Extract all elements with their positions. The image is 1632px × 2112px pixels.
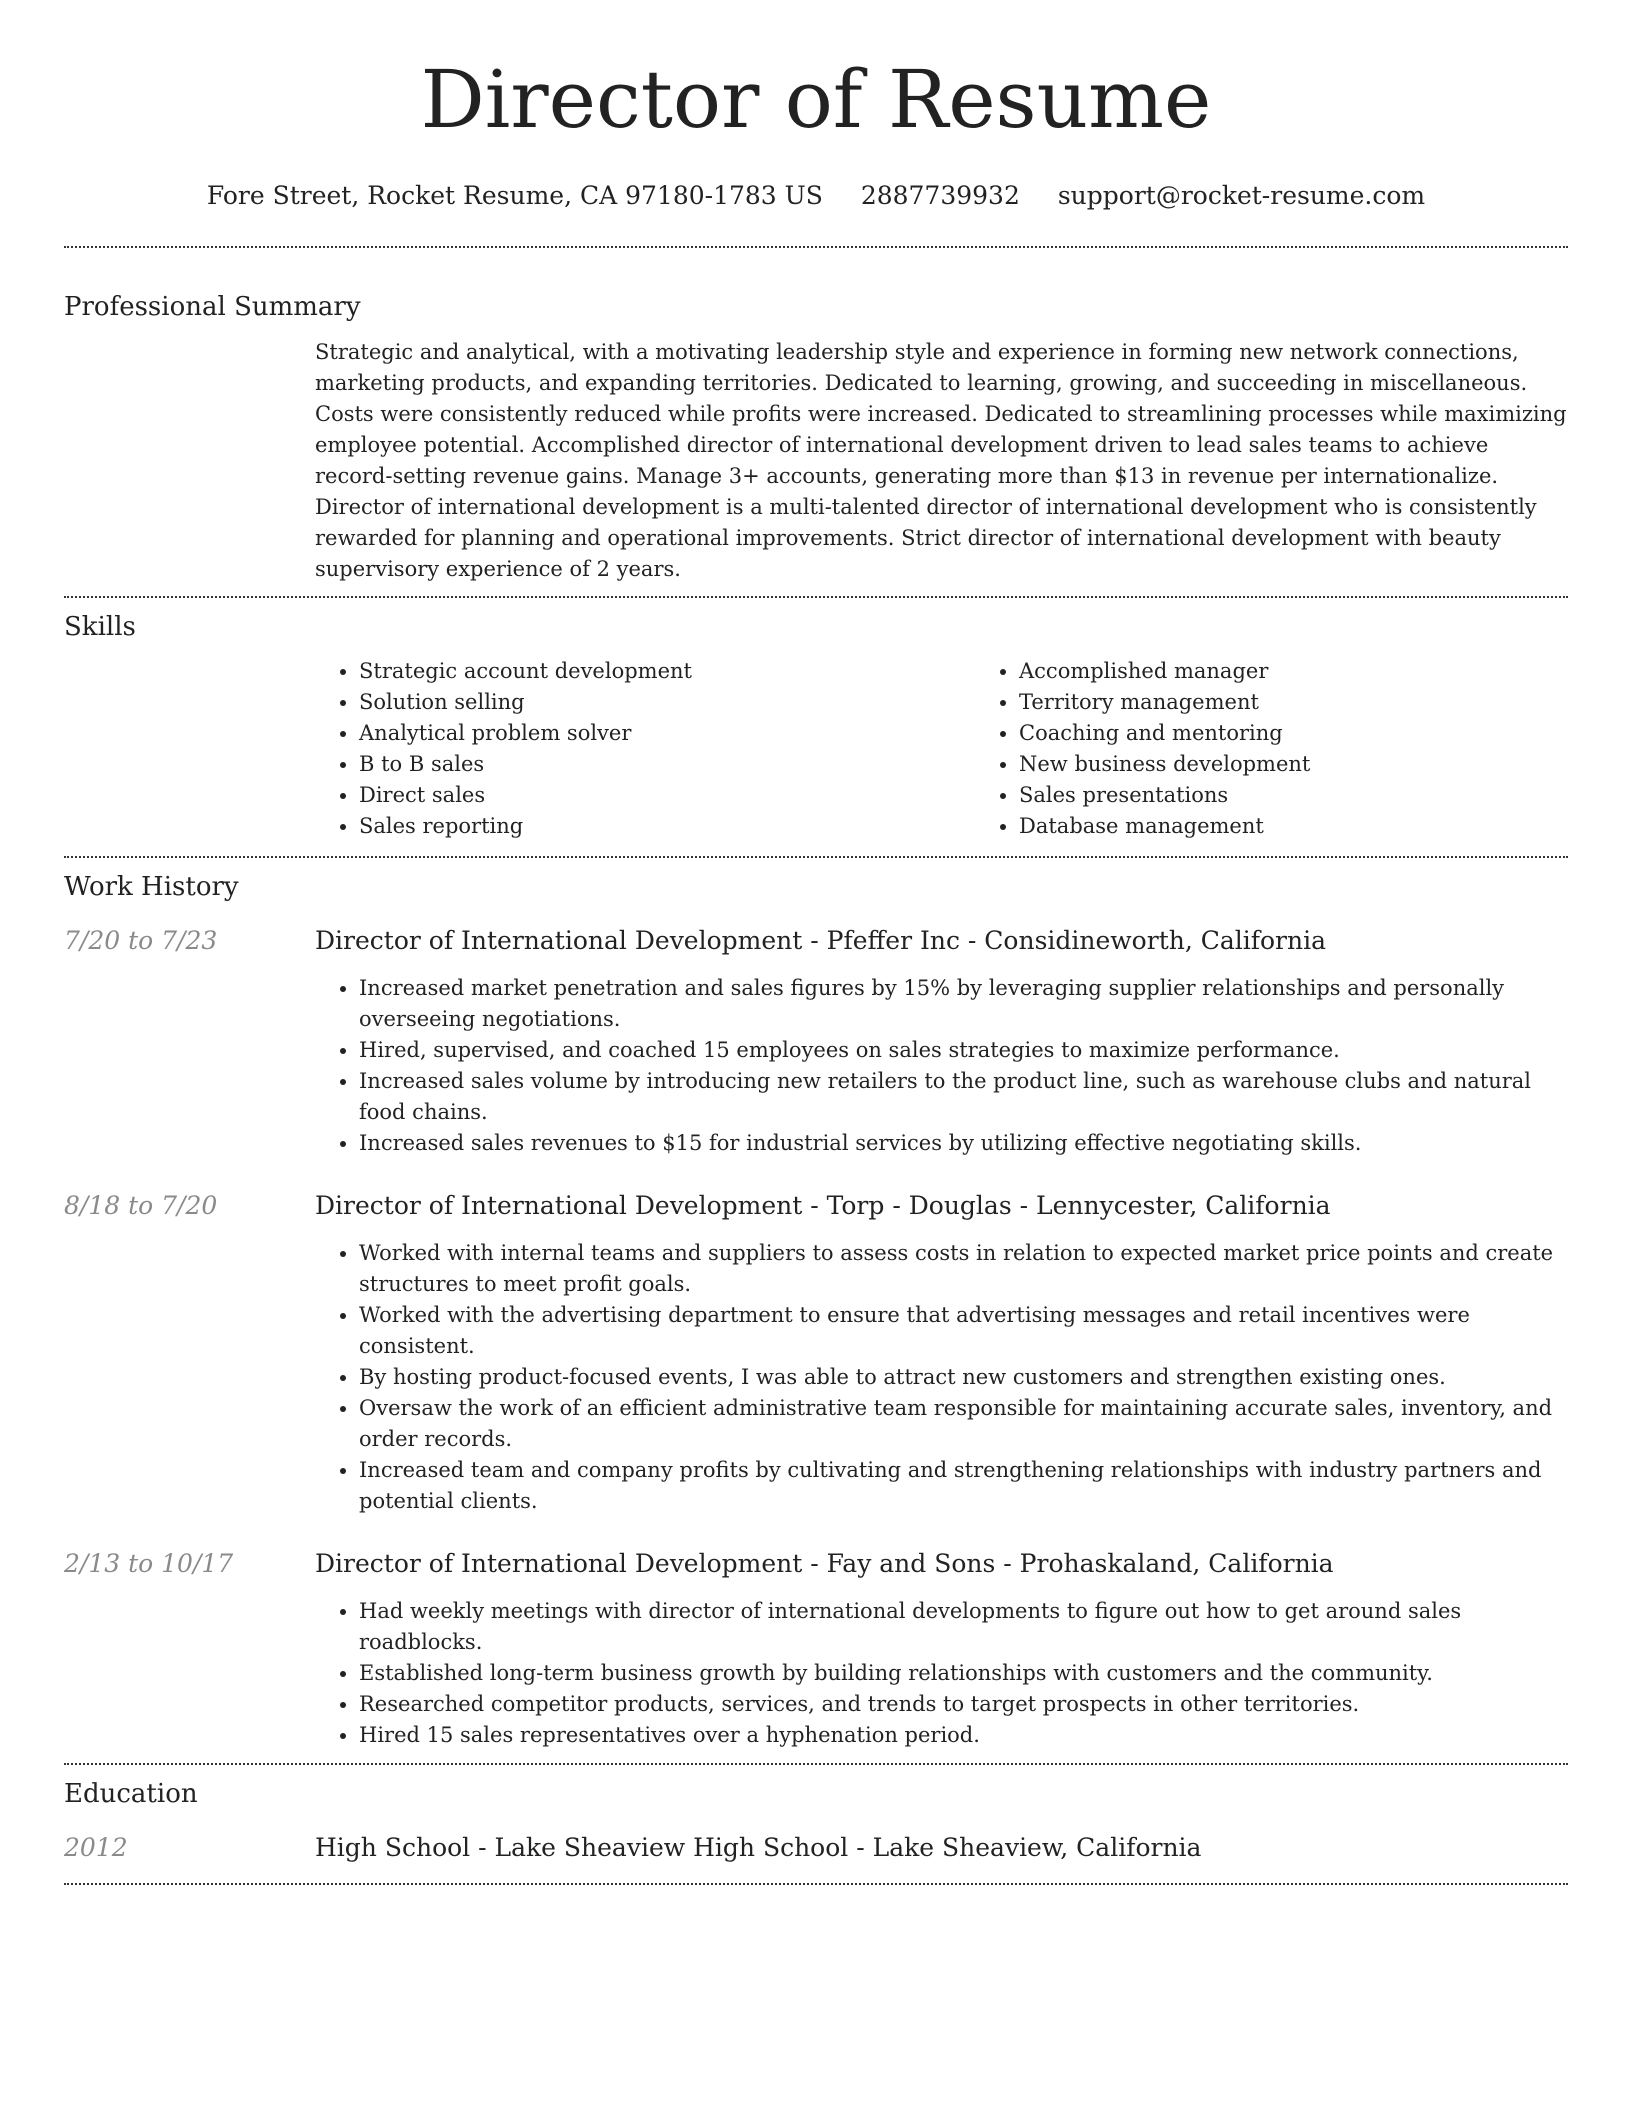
- skills-list-right: [975, 656, 1632, 842]
- divider: [64, 246, 1568, 248]
- job-entry: [64, 1189, 1568, 1517]
- contact-phone: 2887739932: [860, 181, 1020, 210]
- skill-item: • Solution selling: [359, 687, 975, 718]
- section-title-work: Work History: [64, 872, 239, 902]
- job-bullet: • Hired, supervised, and coached 15 employees on sales strategies to maximize performance.: [359, 1035, 1568, 1066]
- job-bullet: • Increased team and company profits by cultivating and strengthening relationships with industry partners and potential clients.: [359, 1455, 1568, 1517]
- section-title-education: Education: [64, 1779, 198, 1809]
- job-title: Director of International Development - Pfeffer Inc - Considineworth, California: [315, 926, 1327, 955]
- job-bullets: [315, 973, 1568, 1159]
- job-dates: 7/20 to 7/23: [64, 926, 218, 955]
- skill-item: • Accomplished manager: [1019, 656, 1632, 687]
- section-title-summary: Professional Summary: [64, 292, 361, 322]
- skill-item: • Coaching and mentoring: [1019, 718, 1632, 749]
- skill-item: • Sales reporting: [359, 811, 975, 842]
- job-bullet: • Oversaw the work of an efficient administrative team responsible for maintaining accurate sales, inventory, and order records.: [359, 1393, 1568, 1455]
- skills-list-left: [315, 656, 975, 842]
- job-bullet: • Hired 15 sales representatives over a hyphenation period.: [359, 1720, 1568, 1751]
- job-bullet: • Increased sales revenues to $15 for industrial services by utilizing effective negotiating skills.: [359, 1128, 1568, 1159]
- job-dates: 8/18 to 7/20: [64, 1191, 218, 1220]
- divider: [64, 1883, 1568, 1885]
- skill-item: • Strategic account development: [359, 656, 975, 687]
- skill-item: • Database management: [1019, 811, 1632, 842]
- job-title: Director of International Development - Fay and Sons - Prohaskaland, California: [315, 1549, 1334, 1578]
- job-bullet: • Increased sales volume by introducing new retailers to the product line, such as warehouse clubs and natural food chains.: [359, 1066, 1568, 1128]
- summary-text: Strategic and analytical, with a motivating leadership style and experience in forming new network connections, marketing products, and expanding territories. Dedicated to learning, growing, and succeeding in miscellaneous. Costs were consistently reduced while profits were increased. Dedicated to streamlining processes while maximizing employee potential. Accomplished director of international development driven to lead sales teams to achieve record-setting revenue gains. Manage 3+ accounts, generating more than $13 in revenue per internationalize. Director of international development is a multi-talented director of international development who is consistently rewarded for planning and operational improvements. Strict director of international development with beauty supervisory experience of 2 years.: [315, 340, 1567, 581]
- education-entry: [64, 1831, 1568, 1865]
- job-bullets: [315, 1238, 1568, 1517]
- job-bullet: • By hosting product-focused events, I was able to attract new customers and strengthen existing ones.: [359, 1362, 1568, 1393]
- resume-name: Director of Resume: [420, 53, 1212, 146]
- skill-item: • New business development: [1019, 749, 1632, 780]
- job-title: Director of International Development - Torp - Douglas - Lennycester, California: [315, 1191, 1331, 1220]
- skill-item: • B to B sales: [359, 749, 975, 780]
- education-title: High School - Lake Sheaview High School - Lake Sheaview, California: [315, 1833, 1202, 1862]
- contact-email: support@rocket-resume.com: [1057, 181, 1426, 210]
- divider: [64, 856, 1568, 858]
- skill-item: • Analytical problem solver: [359, 718, 975, 749]
- divider: [64, 596, 1568, 598]
- education-year: 2012: [64, 1833, 128, 1862]
- job-dates: 2/13 to 10/17: [64, 1549, 234, 1578]
- skill-item: • Sales presentations: [1019, 780, 1632, 811]
- job-bullet: • Had weekly meetings with director of international developments to figure out how to get around sales roadblocks.: [359, 1596, 1568, 1658]
- contact-line: [64, 180, 1568, 212]
- section-title-skills: Skills: [64, 612, 136, 642]
- contact-address: Fore Street, Rocket Resume, CA 97180-1783 US: [206, 181, 823, 210]
- job-entry: [64, 924, 1568, 1159]
- skill-item: • Territory management: [1019, 687, 1632, 718]
- summary-row: [64, 337, 1568, 585]
- job-bullet: • Researched competitor products, services, and trends to target prospects in other territories.: [359, 1689, 1568, 1720]
- job-bullet: • Established long-term business growth by building relationships with customers and the community.: [359, 1658, 1568, 1689]
- job-bullet: • Worked with the advertising department to ensure that advertising messages and retail incentives were consistent.: [359, 1300, 1568, 1362]
- skill-item: • Direct sales: [359, 780, 975, 811]
- skills-row: [64, 656, 1568, 842]
- job-bullet: • Worked with internal teams and suppliers to assess costs in relation to expected market price points and create structures to meet profit goals.: [359, 1238, 1568, 1300]
- job-bullets: [315, 1596, 1568, 1751]
- resume-page: [64, 0, 1568, 1885]
- divider: [64, 1763, 1568, 1765]
- job-bullet: • Increased market penetration and sales figures by 15% by leveraging supplier relationships and personally overseeing negotiations.: [359, 973, 1568, 1035]
- job-entry: [64, 1547, 1568, 1751]
